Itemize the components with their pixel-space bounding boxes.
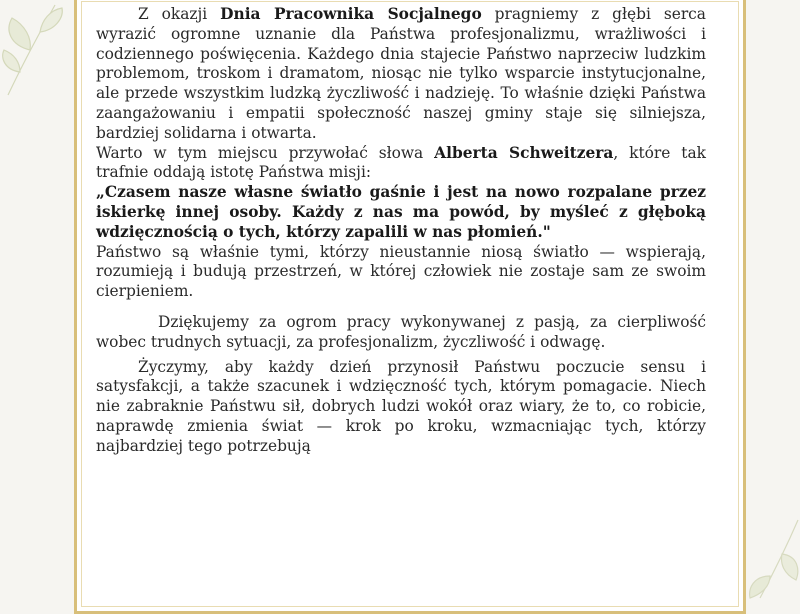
quote-block — [96, 183, 706, 242]
paragraph-thanks: Dziękujemy za ogrom pracy wykonywanej z pasją, za cierpliwość wobec trudnych sytuacji, za profesjonalizm, życzliwość i odwagę. — [96, 312, 706, 351]
occasion-name: Dnia Pracownika Socjalnego — [220, 5, 482, 23]
paragraph-wishes: Życzymy, aby każdy dzień przynosił Państwu poczucie sensu i satysfakcji, a także szacunek i wdzięczność tych, którym pomagacie. Niech nie zabraknie Państwu sił, dobrych ludzi wokół oraz wiary, że to, co robicie, naprawdę zmienia świat — krok po kroku, wzmacniając tych, którzy najbardziej tego potrzebują — [96, 357, 706, 455]
citation-rest: , które tak trafnie oddają istotę Państwa misji: — [96, 143, 706, 182]
letter-body — [96, 5, 706, 457]
citation-lead: Warto w tym miejscu przywołać słowa — [96, 143, 424, 162]
quote-text: „Czasem nasze własne światło gaśnie i jest na nowo rozpalane przez iskierkę innej osoby. Każdy z nas ma powód, by myśleć z głęboką wdzięcznością o tych, którzy zapalili w nas płomień." — [96, 183, 706, 241]
paragraph-light: Państwo są właśnie tymi, którzy nieustannie niosą światło — wspierają, rozumieją i budują przestrzeń, w której człowiek nie zostaje sam ze swoim cierpieniem. — [96, 242, 706, 301]
opening-lead: Z okazji — [138, 5, 208, 23]
opening-rest: pragniemy z głębi serca wyrazić ogromne uznanie dla Państwa profesjonalizmu, wrażliwości i codziennego poświęcenia. Każdego dnia stajecie Państwo naprzeciw ludzkim problemom, troskom i dramatom, niosąc nie tylko wsparcie instytucjonalne, ale przede wszystkim ludzką życzliwość i nadzieję. To właśnie dzięki Państwa zaangażowaniu i empatii społeczność naszej gminy staje się silniejsza, bardziej solidarna i otwarta. — [96, 5, 706, 142]
floral-leaf-decoration — [740, 510, 800, 600]
paragraph-citation-intro — [96, 144, 706, 184]
floral-leaf-decoration — [0, 0, 70, 100]
quoted-author: Alberta Schweitzera — [434, 143, 614, 162]
paragraph-opening — [96, 5, 706, 144]
